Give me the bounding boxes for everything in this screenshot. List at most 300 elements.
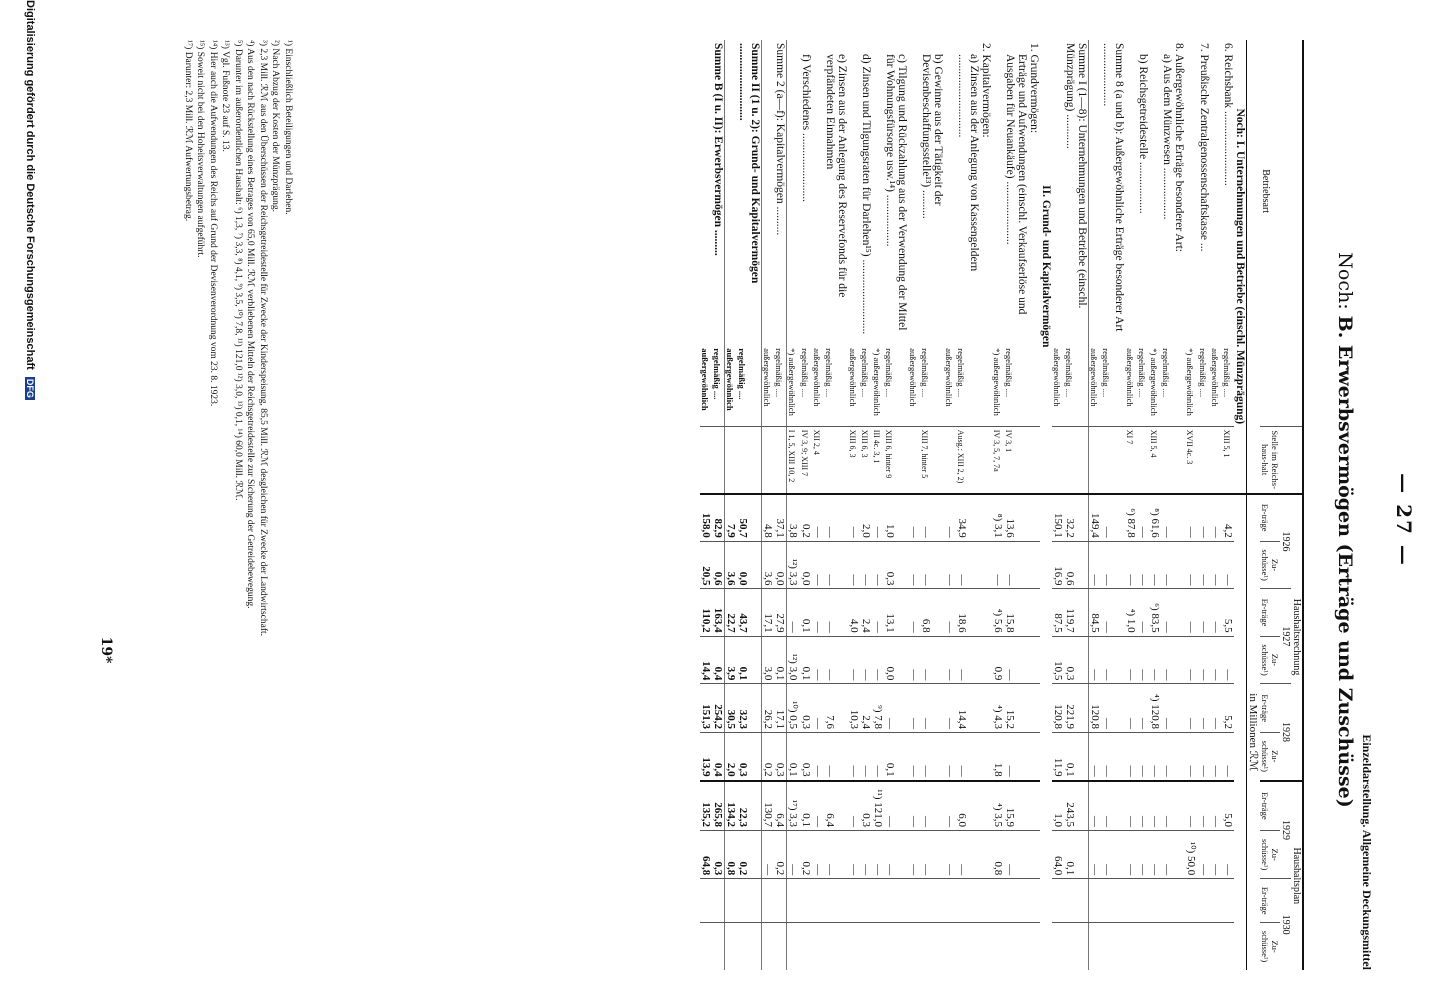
value-cell: 0,3	[737, 732, 762, 780]
value-cell	[920, 879, 944, 923]
table-row	[872, 40, 884, 970]
page-title	[1334, 180, 1356, 880]
value-cell	[1173, 494, 1185, 542]
value-cell: 163,4	[712, 589, 725, 636]
value-cell: 26,2	[762, 684, 775, 733]
value-cell: —	[872, 831, 884, 879]
value-cell: ⁶) 83,5	[1149, 589, 1161, 636]
row-kind: *) außergewöhnlich	[1185, 348, 1195, 416]
row-kind: regelmäßig ....	[1137, 348, 1147, 398]
value-cell: 0,8	[725, 831, 738, 879]
table-row	[1028, 40, 1040, 970]
value-cell	[712, 923, 725, 970]
row-kind: außergewöhnlich	[1125, 348, 1135, 407]
table-row	[956, 40, 980, 970]
value-cell: 22,7	[725, 589, 738, 636]
value-cell: 10,5	[1052, 636, 1064, 684]
value-cell: 1,8	[992, 732, 1004, 780]
value-cell	[1004, 879, 1028, 923]
value-cell	[1173, 589, 1185, 636]
value-cell: 134,2	[725, 781, 738, 831]
value-cell	[1137, 879, 1149, 923]
title-main: B. Erwerbsvermögen (Erträge und Zuschüsse)	[1334, 315, 1356, 808]
table-row	[812, 40, 824, 970]
value-cell	[920, 923, 944, 970]
value-cell	[1210, 879, 1222, 923]
value-cell	[1028, 636, 1040, 684]
row-label: 8. Außergewöhnliche Erträge besonderer Art:	[1173, 43, 1185, 252]
value-cell: 0,2	[737, 831, 762, 879]
value-cell: —	[787, 831, 801, 879]
row-label	[812, 40, 824, 342]
value-cell: 120,8	[1089, 684, 1102, 733]
row-stelle	[737, 426, 762, 493]
value-cell: 120,8	[1052, 684, 1064, 733]
value-cell	[1173, 781, 1185, 831]
row-stelle	[1210, 426, 1222, 493]
value-cell: —	[1198, 494, 1210, 542]
value-cell: —	[1210, 494, 1222, 542]
header-year-1930: 1930	[1280, 879, 1291, 970]
value-cell: —	[908, 781, 920, 831]
value-cell: 5,0	[1222, 781, 1234, 831]
value-cell: —	[920, 636, 944, 684]
value-cell: —	[824, 732, 848, 780]
value-cell: —	[944, 781, 956, 831]
value-cell: —	[812, 636, 824, 684]
row-label: Erträge und Aufwendungen (einschl. Verkaufserlöse und Ausgaben für Neuankäufe) ......................	[1004, 54, 1028, 315]
row-label: Summe 8 (a und b): Außergewöhnliche Erträge besonderer Art ......................	[1101, 43, 1125, 332]
value-cell	[824, 879, 848, 923]
value-cell: 2,0	[725, 732, 738, 780]
table-row	[787, 40, 801, 970]
row-label: b) Reichsgetreidestelle ..................	[1137, 54, 1149, 214]
header-year-1928: 1928	[1280, 684, 1291, 781]
value-cell	[944, 923, 956, 970]
value-cell: 82,9	[712, 494, 725, 542]
row-kind: außergewöhnlich	[908, 348, 918, 407]
digitization-text: Digitalisierung gefördert durch die Deutsche Forschungsgemeinschaft	[24, 0, 36, 370]
table-row	[1101, 40, 1125, 970]
value-cell: 0,4	[712, 636, 725, 684]
value-cell: —	[1210, 732, 1222, 780]
row-stelle	[1198, 426, 1210, 493]
value-cell: 1,0	[1052, 781, 1064, 831]
row-label: Summe B (I u. II): Erwerbsvermögen .........	[712, 40, 725, 342]
value-cell	[980, 732, 992, 780]
row-stelle	[762, 426, 775, 493]
footnote: ¹⁴) Hier auch die Aufwendungen des Reichs auf Grund der Devisenverordnung vom 23. 8. 1923.	[208, 40, 218, 407]
value-cell: 4,8	[762, 494, 775, 542]
value-cell	[1198, 923, 1210, 970]
value-cell: —	[1137, 494, 1149, 542]
value-cell: 14,4	[700, 636, 712, 684]
value-cell: 6,4	[774, 781, 787, 831]
value-cell	[700, 923, 712, 970]
row-kind: außergewöhnlich	[762, 348, 772, 407]
row-kind: regelmäßig ....	[1064, 342, 1089, 426]
value-cell	[1064, 923, 1089, 970]
value-cell: ¹⁷) 3,3	[787, 781, 801, 831]
row-stelle: XIII 6, 3	[848, 426, 860, 493]
row-label	[787, 40, 801, 342]
value-cell: 0,1	[787, 732, 801, 780]
value-cell	[908, 879, 920, 923]
value-cell: 0,1	[884, 732, 908, 780]
value-cell: —	[1210, 781, 1222, 831]
value-cell: —	[920, 684, 944, 733]
header-zuschuesse-0: Zu-schüsse¹)	[1260, 541, 1280, 589]
row-label: Summe 2 (a—f): Kapitalvermögen ..........	[774, 40, 787, 342]
value-cell	[812, 923, 824, 970]
value-cell	[1161, 879, 1173, 923]
value-cell: ⁸) 3,1	[992, 494, 1004, 542]
value-cell: —	[1101, 831, 1125, 879]
value-cell: —	[1198, 541, 1210, 589]
value-cell: —	[1101, 732, 1125, 780]
value-cell	[848, 879, 860, 923]
row-stelle: Ausg.: XIII 2, 2)	[956, 426, 980, 493]
value-cell: —	[920, 781, 944, 831]
footnote: ¹⁷) Darunter: 2,3 Mill. ℛℳ Aufwertungsbetrag.	[183, 40, 193, 222]
footnotes	[182, 40, 295, 960]
value-cell: —	[1137, 732, 1149, 780]
row-label	[1210, 40, 1222, 342]
table-row	[1149, 40, 1161, 970]
value-cell: —	[1222, 732, 1234, 780]
value-cell: 43,7	[737, 589, 762, 636]
table-row	[1137, 40, 1149, 970]
value-cell: —	[848, 732, 860, 780]
value-cell: —	[944, 831, 956, 879]
row-kind: *) außergewöhnlich	[787, 348, 797, 416]
value-cell	[1101, 923, 1125, 970]
row-kind: regelmäßig ....	[1161, 348, 1171, 398]
header-year-1927: 1927	[1280, 589, 1291, 684]
table-row	[908, 40, 920, 970]
header-units: in Millionen ℛℳ	[1247, 494, 1261, 970]
value-cell: —	[1149, 781, 1161, 831]
row-kind: außergewöhnlich	[848, 348, 858, 407]
row-label: 2. Kapitalvermögen:	[980, 43, 992, 138]
row-label	[848, 40, 860, 342]
value-cell: 64,0	[1052, 831, 1064, 879]
table-row	[992, 40, 1004, 970]
value-cell: —	[1222, 831, 1234, 879]
value-cell	[980, 923, 992, 970]
value-cell: —	[1185, 589, 1198, 636]
value-cell: 0,4	[712, 732, 725, 780]
value-cell	[1125, 923, 1137, 970]
table-row	[1064, 40, 1089, 970]
value-cell: —	[1185, 541, 1198, 589]
value-cell: 0,3	[800, 732, 812, 780]
row-stelle: IV 3, 5, 7, 7a	[992, 426, 1004, 493]
value-cell	[762, 879, 775, 923]
value-cell: 221,9	[1064, 684, 1089, 733]
row-label	[1185, 40, 1198, 342]
header-ertraege-4: Er-träge	[1260, 879, 1280, 923]
value-cell: ¹⁰) 50,0	[1185, 831, 1198, 879]
value-cell: —	[762, 831, 775, 879]
footnote: ¹⁵) Soweit nicht bei den Hoheitsverwaltungen aufgeführt.	[195, 40, 206, 258]
value-cell: 0,6	[712, 541, 725, 589]
section-heading: Noch: I. Unternehmungen und Betriebe (einschl. Münzprägung)	[1234, 108, 1246, 425]
header-stelle: Stelle im Reichs-haus-halt	[1260, 426, 1303, 493]
row-kind: regelmäßig ....	[1222, 348, 1232, 398]
value-cell: —	[1185, 684, 1198, 733]
value-cell: —	[1125, 781, 1137, 831]
value-cell: —	[872, 589, 884, 636]
value-cell: —	[1222, 636, 1234, 684]
row-kind: außergewöhnlich	[944, 348, 954, 407]
value-cell	[1101, 879, 1125, 923]
value-cell	[1089, 923, 1102, 970]
value-cell: —	[908, 636, 920, 684]
value-cell: —	[1089, 541, 1102, 589]
value-cell	[992, 879, 1004, 923]
table-row	[725, 40, 738, 970]
footnote: ⁵) Darunter im außerordentlichen Haushalt: ⁶) 1,3, ⁷) 3,3, ⁸) 4,1, ⁹) 3,5, ¹⁰) 7,8, ¹¹) 121,0 ¹²) 3,0, ¹³) 0,1, ¹⁴) 60,0 Mill. ℛℳ.	[233, 40, 243, 501]
value-cell: 0,1	[800, 589, 812, 636]
value-cell: 17,1	[774, 684, 787, 733]
value-cell: 0,1	[774, 636, 787, 684]
row-stelle	[1173, 426, 1185, 493]
value-cell	[737, 923, 762, 970]
row-kind: außergewöhnlich	[1052, 348, 1062, 407]
row-label: 6. Reichsbank ..........................	[1222, 43, 1234, 186]
value-cell	[1052, 923, 1064, 970]
value-cell: ⁴) 120,8	[1149, 684, 1161, 733]
value-cell	[1028, 684, 1040, 733]
value-cell: 22,3	[737, 781, 762, 831]
value-cell: ⁶) 87,8	[1125, 494, 1137, 542]
value-cell: ⁹) 7,8	[872, 684, 884, 733]
value-cell: 84,5	[1089, 589, 1102, 636]
table-row	[1173, 40, 1185, 970]
value-cell	[1210, 923, 1222, 970]
value-cell: —	[1198, 831, 1210, 879]
value-cell: —	[1185, 636, 1198, 684]
value-cell: —	[860, 541, 872, 589]
value-cell: 15,9	[1004, 781, 1028, 831]
value-cell: 0,3	[884, 541, 908, 589]
value-cell	[1052, 879, 1064, 923]
value-cell: —	[824, 589, 848, 636]
value-cell: 2,0	[860, 494, 872, 542]
row-label	[762, 40, 775, 342]
value-cell: —	[872, 494, 884, 542]
value-cell: —	[1004, 636, 1028, 684]
value-cell: 0,6	[1064, 541, 1089, 589]
value-cell: 4,0	[848, 589, 860, 636]
section-heading-row	[1234, 40, 1247, 970]
title-prefix: Noch:	[1334, 252, 1356, 310]
row-stelle	[774, 426, 787, 493]
value-cell: 20,5	[700, 541, 712, 589]
table-row	[774, 40, 787, 970]
value-cell: 0,2	[774, 831, 787, 879]
value-cell: —	[920, 541, 944, 589]
row-stelle: IV 3, 1	[1004, 426, 1028, 493]
row-kind: regelmäßig ....	[824, 348, 834, 398]
row-stelle: XIII 6, hinter 9	[884, 426, 908, 493]
value-cell	[1222, 923, 1234, 970]
value-cell: —	[1210, 541, 1222, 589]
value-cell: 110,2	[700, 589, 712, 636]
section-heading-row	[1040, 40, 1052, 970]
value-cell: 32,3	[737, 684, 762, 733]
row-stelle: XIII 5, 1	[1222, 426, 1234, 493]
value-cell	[824, 923, 848, 970]
header-year-1929: 1929	[1280, 781, 1291, 879]
value-cell: —	[908, 732, 920, 780]
revenue-table	[700, 40, 1304, 970]
value-cell: —	[848, 636, 860, 684]
value-cell: —	[1185, 494, 1198, 542]
row-stelle	[1028, 426, 1040, 493]
value-cell	[787, 879, 801, 923]
value-cell	[872, 879, 884, 923]
row-kind: außergewöhnlich	[700, 348, 710, 411]
value-cell	[1173, 831, 1185, 879]
value-cell	[944, 879, 956, 923]
value-cell	[1173, 684, 1185, 733]
value-cell	[1222, 879, 1234, 923]
value-cell	[992, 923, 1004, 970]
value-cell	[1028, 923, 1040, 970]
value-cell	[980, 589, 992, 636]
footnote: ¹) Einschließlich Beteiligungen und Darlehen.	[283, 40, 293, 215]
table-row	[712, 40, 725, 970]
value-cell	[1173, 541, 1185, 589]
row-stelle: XII 2, 4	[812, 426, 824, 493]
value-cell: 0,2	[762, 732, 775, 780]
value-cell: 17,1	[762, 589, 775, 636]
value-cell: 15,2	[1004, 684, 1028, 733]
row-label	[1149, 40, 1161, 342]
value-cell: 135,2	[700, 781, 712, 831]
value-cell: —	[908, 831, 920, 879]
header-kind	[1260, 342, 1303, 426]
value-cell: —	[1161, 831, 1173, 879]
footnote: ⁴) Aus den nach Rückstellung eines Betrages von 65,0 Mill. ℛℳ verbliebenen Mitteln der Reichsgetreidestelle zur Sicherung der Getreidebewegung.	[245, 40, 256, 609]
row-kind: außergewöhnlich	[812, 348, 822, 407]
row-label: 1. Grundvermögen:	[1028, 43, 1040, 134]
value-cell: —	[1185, 781, 1198, 831]
value-cell: 0,3	[1064, 636, 1089, 684]
value-cell: —	[1004, 732, 1028, 780]
value-cell: 150,1	[1052, 494, 1064, 542]
value-cell: 4,2	[1222, 494, 1234, 542]
value-cell: ⁴) 5,6	[992, 589, 1004, 636]
value-cell: —	[812, 684, 824, 733]
table-row	[860, 40, 872, 970]
value-cell: ¹⁰) 0,5	[787, 684, 801, 733]
value-cell	[1185, 923, 1198, 970]
table-row	[800, 40, 812, 970]
value-cell: 37,1	[774, 494, 787, 542]
value-cell: —	[1089, 781, 1102, 831]
value-cell: 6,8	[920, 589, 944, 636]
value-cell: —	[787, 589, 801, 636]
value-cell	[774, 923, 787, 970]
value-cell: 7,6	[824, 684, 848, 733]
value-cell: —	[920, 494, 944, 542]
row-stelle	[980, 426, 992, 493]
value-cell: 0,1	[1064, 831, 1089, 879]
value-cell: 151,3	[700, 684, 712, 733]
header-year-1926: 1926	[1280, 494, 1291, 589]
value-cell: —	[1198, 636, 1210, 684]
value-cell	[1028, 831, 1040, 879]
value-cell	[956, 923, 980, 970]
value-cell: —	[920, 732, 944, 780]
value-cell: —	[1161, 589, 1173, 636]
value-cell: —	[824, 636, 848, 684]
header-zuschuesse-4: Zu-schüsse¹)	[1260, 923, 1280, 970]
value-cell	[725, 923, 738, 970]
table-row	[1222, 40, 1234, 970]
row-kind: *) außergewöhnlich	[992, 348, 1002, 416]
row-kind: *) außergewöhnlich	[1149, 348, 1159, 416]
value-cell: —	[1185, 732, 1198, 780]
value-cell: —	[944, 494, 956, 542]
value-cell: —	[956, 831, 980, 879]
footnote: ³) 2,3 Mill. ℛℳ aus den Überschüssen der Reichsgetreidestelle für Zwecke der Kinderspeisung, 85,5 Mill. ℛℳ desgleichen für Zwecke der Landwirtschaft.	[258, 40, 268, 637]
row-stelle	[1064, 426, 1089, 493]
value-cell: —	[944, 732, 956, 780]
value-cell: —	[812, 589, 824, 636]
value-cell: 13,1	[884, 589, 908, 636]
table-row	[1052, 40, 1064, 970]
value-cell: ¹²) 3,0	[787, 636, 801, 684]
value-cell	[956, 879, 980, 923]
value-cell: 7,9	[725, 494, 738, 542]
row-label	[725, 40, 738, 342]
value-cell	[980, 781, 992, 831]
value-cell: —	[1161, 732, 1173, 780]
row-kind: regelmäßig ....	[1004, 348, 1014, 398]
row-stelle: XI 7	[1125, 426, 1137, 493]
value-cell: —	[872, 636, 884, 684]
value-cell: —	[956, 636, 980, 684]
value-cell: —	[1004, 831, 1028, 879]
row-stelle	[700, 426, 712, 493]
value-cell: 0,3	[860, 781, 872, 831]
row-label	[700, 40, 712, 342]
row-label: 7. Preußische Zentralgenossenschaftskasse ...	[1198, 43, 1210, 252]
value-cell	[725, 879, 738, 923]
table-row	[884, 40, 908, 970]
value-cell: 32,2	[1064, 494, 1089, 542]
value-cell: —	[884, 781, 908, 831]
value-cell: —	[1161, 494, 1173, 542]
value-cell: —	[824, 541, 848, 589]
value-cell: —	[1137, 589, 1149, 636]
value-cell	[860, 923, 872, 970]
value-cell: 87,5	[1052, 589, 1064, 636]
value-cell: —	[884, 831, 908, 879]
value-cell: —	[1198, 732, 1210, 780]
value-cell: —	[884, 684, 908, 733]
value-cell	[762, 923, 775, 970]
value-cell: 50,7	[737, 494, 762, 542]
value-cell	[812, 879, 824, 923]
value-cell: 3,6	[762, 541, 775, 589]
value-cell: —	[848, 494, 860, 542]
row-label: f) Verschiedenes ........................	[800, 54, 812, 202]
